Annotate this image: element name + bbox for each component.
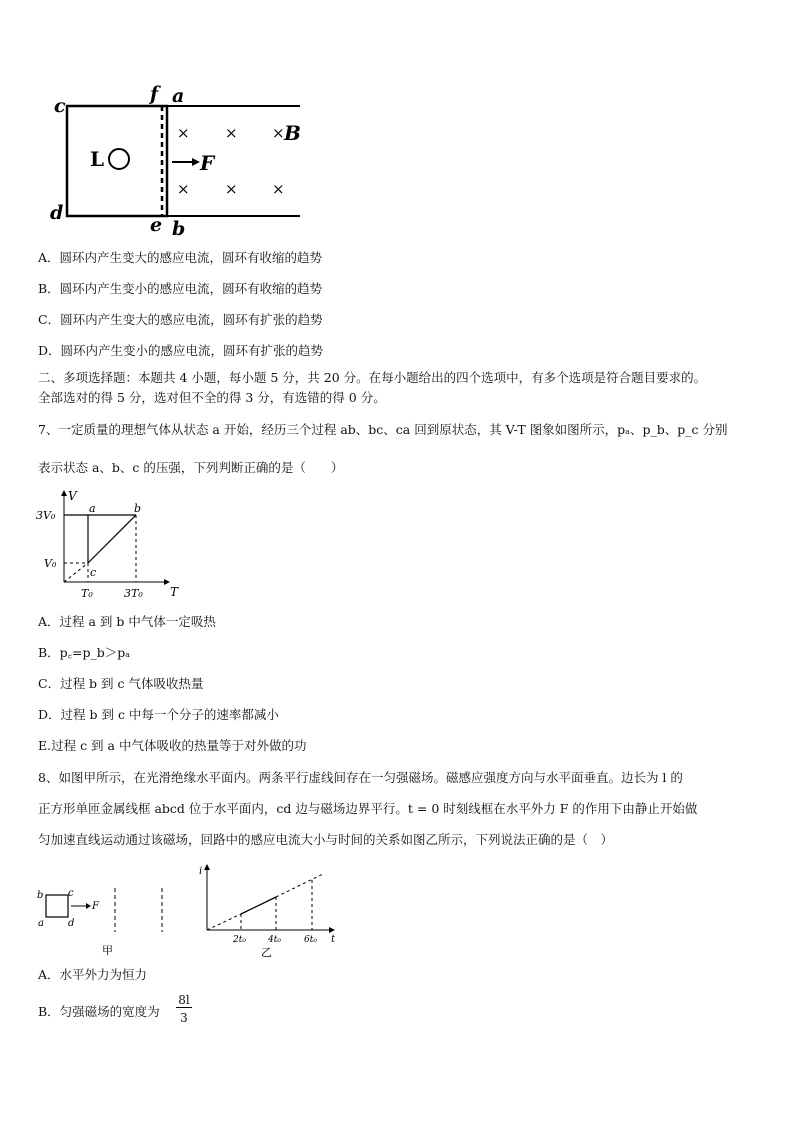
label-b: b — [172, 218, 186, 239]
q8-figure-jia — [34, 884, 184, 959]
label-f: f — [150, 84, 159, 105]
yi-i: i — [199, 866, 203, 877]
jia-F: F — [92, 901, 99, 912]
q8-option-b-numerator: 8l — [176, 993, 192, 1008]
point-a: a — [89, 502, 96, 515]
q8-option-b: B．匀强磁场的宽度为 — [38, 1004, 160, 1019]
label-L: L — [90, 147, 105, 171]
q8-stem-line2: 正方形单匝金属线框 abcd 位于水平面内，cd 边与磁场边界平行。t = 0 时刻线框在水平外力 F 的作用下由静止开始做 — [38, 801, 698, 816]
q6-option-d: D．圆环内产生变小的感应电流，圆环有扩张的趋势 — [38, 343, 324, 358]
q7-option-e: E.过程 c 到 a 中气体吸收的热量等于对外做的功 — [38, 738, 307, 753]
tick-T0: T₀ — [81, 587, 93, 600]
q8-option-b-denominator: 3 — [180, 1011, 188, 1025]
q7-option-c: C．过程 b 到 c 气体吸收热量 — [38, 676, 204, 691]
label-B: B — [284, 121, 301, 145]
axis-V: V — [68, 489, 77, 503]
point-c: c — [90, 566, 97, 579]
q6-option-c: C．圆环内产生变大的感应电流，圆环有扩张的趋势 — [38, 312, 323, 327]
section2-line2: 全部选对的得 5 分，选对但不全的得 3 分，有选错的得 0 分。 — [38, 390, 386, 405]
jia-a: a — [38, 918, 44, 929]
figure-loop-field — [40, 84, 330, 239]
tick-3V0: 3V₀ — [36, 509, 56, 522]
cross-mark: × — [225, 124, 238, 142]
label-d: d — [50, 202, 64, 224]
jia-d: d — [68, 918, 75, 929]
q8-stem-line1: 8、如图甲所示，在光滑绝缘水平面内。两条平行虚线间存在一匀强磁场。磁感应强度方向与水平面垂直。边长为 l 的 — [38, 770, 683, 785]
yi-tick-4t0: 4t₀ — [268, 935, 281, 945]
q6-option-b: B．圆环内产生变小的感应电流，圆环有收缩的趋势 — [38, 281, 323, 296]
q8-stem-line3: 匀加速直线运动通过该磁场，回路中的感应电流大小与时间的关系如图乙所示，下列说法正确的是（ ） — [38, 832, 614, 847]
jia-c: c — [68, 888, 74, 899]
label-F: F — [200, 151, 215, 175]
yi-tick-6t0: 6t₀ — [304, 935, 317, 945]
q7-option-d: D．过程 b 到 c 中每一个分子的速率都减小 — [38, 707, 279, 722]
q8-figure-yi — [195, 860, 345, 960]
tick-V0: V₀ — [44, 557, 57, 570]
q7-stem-line2: 表示状态 a、b、c 的压强，下列判断正确的是（ ） — [38, 460, 344, 475]
label-a: a — [172, 85, 185, 107]
yi-caption: 乙 — [261, 946, 272, 959]
cross-mark: × — [272, 180, 285, 198]
point-b: b — [134, 502, 142, 515]
cross-mark: × — [272, 124, 285, 142]
jia-caption: 甲 — [102, 944, 113, 957]
q7-option-b: B．p꜀=p_b＞pₐ — [38, 645, 131, 660]
cross-mark: × — [225, 180, 238, 198]
yi-t: t — [331, 934, 336, 945]
cross-mark: × — [177, 180, 190, 198]
yi-tick-2t0: 2t₀ — [233, 935, 246, 945]
q7-option-a: A．过程 a 到 b 中气体一定吸热 — [38, 614, 216, 629]
q6-option-a: A．圆环内产生变大的感应电流，圆环有收缩的趋势 — [38, 250, 323, 265]
q8-option-a: A．水平外力为恒力 — [38, 967, 148, 982]
q7-stem-line1: 7、一定质量的理想气体从状态 a 开始，经历三个过程 ab、bc、ca 回到原状态，其 V-T 图象如图所示，pₐ、p_b、p_c 分别 — [38, 422, 728, 437]
tick-3T0: 3T₀ — [124, 587, 143, 600]
label-c: c — [54, 95, 66, 117]
label-e: e — [150, 214, 163, 236]
axis-T: T — [170, 585, 179, 599]
section2-line1: 二、多项选择题：本题共 4 小题，每小题 5 分，共 20 分。在每小题给出的四个选项中，有多个选项是符合题目要求的。 — [38, 370, 707, 385]
jia-b: b — [37, 890, 44, 901]
cross-mark: × — [177, 124, 190, 142]
q7-vt-graph — [34, 486, 184, 604]
